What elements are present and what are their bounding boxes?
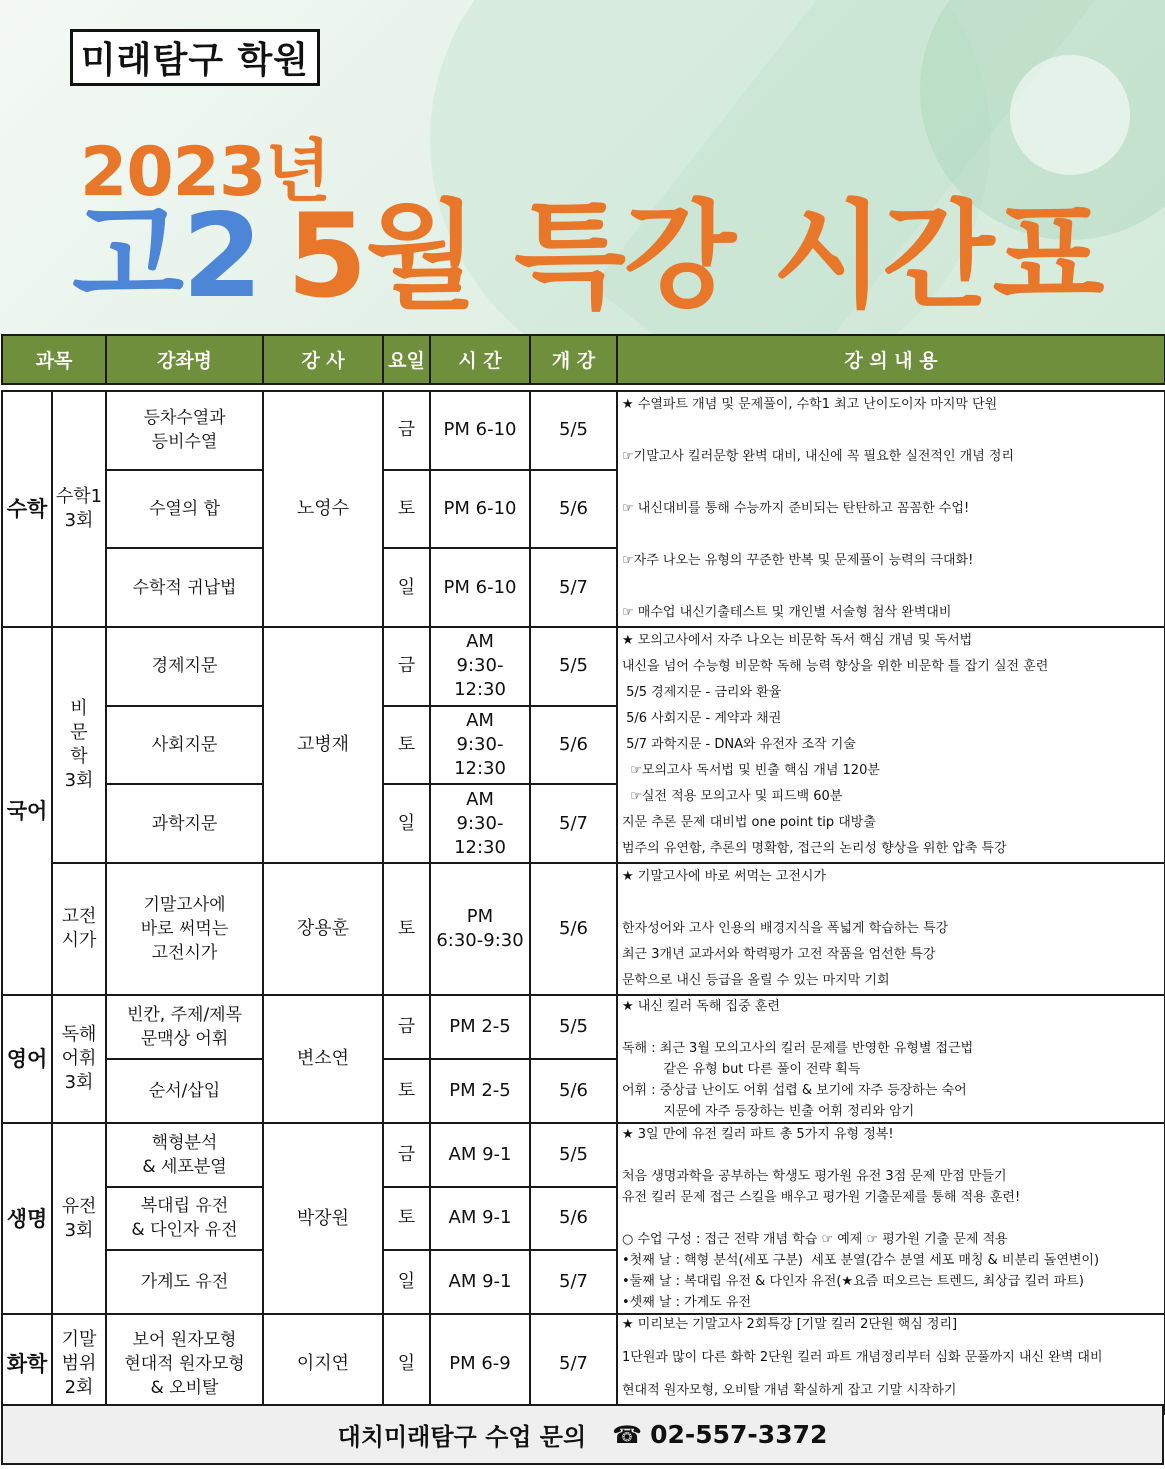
year-label: 2023년 — [80, 133, 330, 212]
teacher-korean-classic: 장용훈 — [263, 863, 383, 995]
lecture-name: 순서/삽입 — [106, 1059, 263, 1123]
subject-biology: 생명 — [2, 1123, 52, 1314]
phone-number[interactable]: 02-557-3372 — [650, 1420, 828, 1449]
col-header-day: 요일 — [383, 335, 430, 384]
table-row — [2, 1123, 1165, 1187]
lecture-name: 핵형분석 & 세포분열 — [106, 1123, 263, 1187]
table-row — [2, 863, 1165, 995]
time-cell: AM 9:30-12:30 — [430, 627, 530, 706]
desc-korean-classic: ★ 기말고사에 바로 써먹는 고전시가 한자성어와 고사 인용의 배경지식을 폭넓게 학습하는 특강 최근 3개년 교과서와 학력평가 고전 작품을 엄선한 특강 문학으로 내신 등급을 올릴 수 있는 마지막 기회 — [617, 863, 1165, 995]
col-header-subject: 과목 — [2, 335, 106, 384]
table-row — [2, 1314, 1165, 1414]
start-cell: 5/6 — [530, 706, 617, 785]
desc-biology: ★ 3일 만에 유전 킬러 파트 총 5가지 유형 정복! 처음 생명과학을 공부하는 학생도 평가원 유전 3점 문제 만점 만들기 유전 킬러 문제 접근 스킬을 배우고 평가원 기출문제를 통해 적용 훈련! ○ 수업 구성 : 접근 전략 개념 학습 ☞ 예제 ☞ 평가원 기출 문제 적용 •첫째 날 : 핵형 분석(세포 구분) 세포 분열(감수 분열 세포 매칭 & 비분리 돌연변이) •둘째 날 : 복대립 유전 & 다인자 유전(★요즘 떠오르는 트렌드, 최상급 킬러 파트) •셋째 날 : 가계도 유전 — [617, 1123, 1165, 1314]
day-cell: 금 — [383, 391, 430, 470]
start-cell: 5/7 — [530, 1250, 617, 1314]
col-header-lecture: 강좌명 — [106, 335, 263, 384]
subject-chemistry: 화학 — [2, 1314, 52, 1414]
desc-chemistry: ★ 미리보는 기말고사 2회특강 [기말 킬러 2단원 핵심 정리] 1단원과 많이 다른 화학 2단원 킬러 파트 개념정리부터 심화 문풀까지 내신 완벽 대비 현대적 원자모형, 오비탈 개념 확실하게 잡고 기말 시작하기 — [617, 1314, 1165, 1414]
teacher-math: 노영수 — [263, 391, 383, 627]
day-cell: 일 — [383, 548, 430, 627]
table-row — [2, 391, 1165, 470]
time-cell: PM 6-10 — [430, 548, 530, 627]
day-cell: 토 — [383, 863, 430, 995]
day-cell: 일 — [383, 784, 430, 863]
day-cell: 토 — [383, 470, 430, 549]
start-cell: 5/7 — [530, 548, 617, 627]
lecture-name: 수열의 합 — [106, 470, 263, 549]
time-cell: AM 9-1 — [430, 1123, 530, 1187]
schedule-table — [1, 390, 1165, 1415]
start-cell: 5/6 — [530, 1059, 617, 1123]
course-korean-classic: 고전 시가 — [52, 863, 106, 995]
col-header-teacher: 강 사 — [263, 335, 383, 384]
time-cell: AM 9:30-12:30 — [430, 706, 530, 785]
lecture-name: 빈칸, 주제/제목 문맥상 어휘 — [106, 995, 263, 1059]
time-cell: PM 6-10 — [430, 391, 530, 470]
course-english: 독해 어휘 3회 — [52, 995, 106, 1123]
start-cell: 5/5 — [530, 995, 617, 1059]
col-header-start: 개 강 — [530, 335, 617, 384]
lecture-name: 기말고사에 바로 써먹는 고전시가 — [106, 863, 263, 995]
subject-english: 영어 — [2, 995, 52, 1123]
grade-label: 고2 — [72, 189, 261, 324]
time-cell: AM 9-1 — [430, 1187, 530, 1251]
col-header-content: 강 의 내 용 — [617, 335, 1165, 384]
time-cell: PM 6-10 — [430, 470, 530, 549]
time-cell: PM 6:30-9:30 — [430, 863, 530, 995]
phone-icon: ☎ — [612, 1420, 643, 1449]
page-title — [72, 189, 1103, 324]
footer-contact — [1, 1404, 1164, 1465]
col-header-time: 시 간 — [430, 335, 530, 384]
lecture-name: 사회지문 — [106, 706, 263, 785]
day-cell: 일 — [383, 1250, 430, 1314]
lecture-name: 경제지문 — [106, 627, 263, 706]
start-cell: 5/7 — [530, 1314, 617, 1414]
desc-english: ★ 내신 킬러 독해 집중 훈련 독해 : 최근 3월 모의고사의 킬러 문제를 반영한 유형별 접근법 같은 유형 but 다른 풀이 전략 획득 어휘 : 중상급 난이도 어휘 섭렵 & 보기에 자주 등장하는 숙어 지문에 자주 등장하는 빈출 어휘 정리와 암기 — [617, 995, 1165, 1123]
table-header — [1, 334, 1165, 385]
teacher-korean-nonfiction: 고병재 — [263, 627, 383, 863]
time-cell: AM 9-1 — [430, 1250, 530, 1314]
time-cell: PM 2-5 — [430, 1059, 530, 1123]
table-row — [2, 627, 1165, 706]
start-cell: 5/5 — [530, 627, 617, 706]
start-cell: 5/5 — [530, 391, 617, 470]
course-korean-nonfiction: 비 문 학 3회 — [52, 627, 106, 863]
lecture-name: 등차수열과 등비수열 — [106, 391, 263, 470]
footer-text: 대치미래탐구 수업 문의 — [337, 1423, 587, 1451]
day-cell: 토 — [383, 1059, 430, 1123]
start-cell: 5/5 — [530, 1123, 617, 1187]
lecture-name: 가계도 유전 — [106, 1250, 263, 1314]
subject-math: 수학 — [2, 391, 52, 627]
start-cell: 5/6 — [530, 863, 617, 995]
lecture-name: 과학지문 — [106, 784, 263, 863]
lecture-name: 수학적 귀납법 — [106, 548, 263, 627]
title-label: 5월 특강 시간표 — [286, 189, 1103, 324]
lecture-name: 복대립 유전 & 다인자 유전 — [106, 1187, 263, 1251]
time-cell: AM 9:30-12:30 — [430, 784, 530, 863]
teacher-chemistry: 이지연 — [263, 1314, 383, 1414]
header-banner — [0, 0, 1165, 334]
academy-name: 미래탐구 학원 — [70, 29, 320, 86]
subject-korean: 국어 — [2, 627, 52, 995]
time-cell: PM 2-5 — [430, 995, 530, 1059]
day-cell: 금 — [383, 995, 430, 1059]
start-cell: 5/7 — [530, 784, 617, 863]
table-row — [2, 995, 1165, 1059]
course-chemistry: 기말 범위 2회 — [52, 1314, 106, 1414]
start-cell: 5/6 — [530, 470, 617, 549]
day-cell: 토 — [383, 706, 430, 785]
day-cell: 일 — [383, 1314, 430, 1414]
decor-circle — [1010, 55, 1130, 175]
day-cell: 금 — [383, 627, 430, 706]
course-biology: 유전 3회 — [52, 1123, 106, 1314]
time-cell: PM 6-9 — [430, 1314, 530, 1414]
start-cell: 5/6 — [530, 1187, 617, 1251]
course-math: 수학1 3회 — [52, 391, 106, 627]
lecture-name: 보어 원자모형 현대적 원자모형 & 오비탈 — [106, 1314, 263, 1414]
desc-math: ★ 수열파트 개념 및 문제풀이, 수학1 최고 난이도이자 마지막 단원 ☞기말고사 킬러문항 완벽 대비, 내신에 꼭 필요한 실전적인 개념 정리 ☞ 내신대비를 통해 수능까지 준비되는 탄탄하고 꼼꼼한 수업! ☞자주 나오는 유형의 꾸준한 반복 및 문제풀이 능력의 극대화! ☞ 매수업 내신기출테스트 및 개인별 서술형 첨삭 완벽대비 — [617, 391, 1165, 627]
day-cell: 토 — [383, 1187, 430, 1251]
teacher-biology: 박장원 — [263, 1123, 383, 1314]
teacher-english: 변소연 — [263, 995, 383, 1123]
day-cell: 금 — [383, 1123, 430, 1187]
desc-korean-nonfiction: ★ 모의고사에서 자주 나오는 비문학 독서 핵심 개념 및 독서법 내신을 넘어 수능형 비문학 독해 능력 향상을 위한 비문학 틀 잡기 실전 훈련 5/5 경제지문 - 금리와 환율 5/6 사회지문 - 계약과 채권 5/7 과학지문 - DNA와 유전자 조작 기술 ☞모의고사 독서법 및 빈출 핵심 개념 120분 ☞실전 적용 모의고사 및 피드백 60분 지문 추론 문제 대비법 one point tip 대방출 범주의 유연함, 추론의 명확함, 접근의 논리성 향상을 위한 압축 특강 — [617, 627, 1165, 863]
